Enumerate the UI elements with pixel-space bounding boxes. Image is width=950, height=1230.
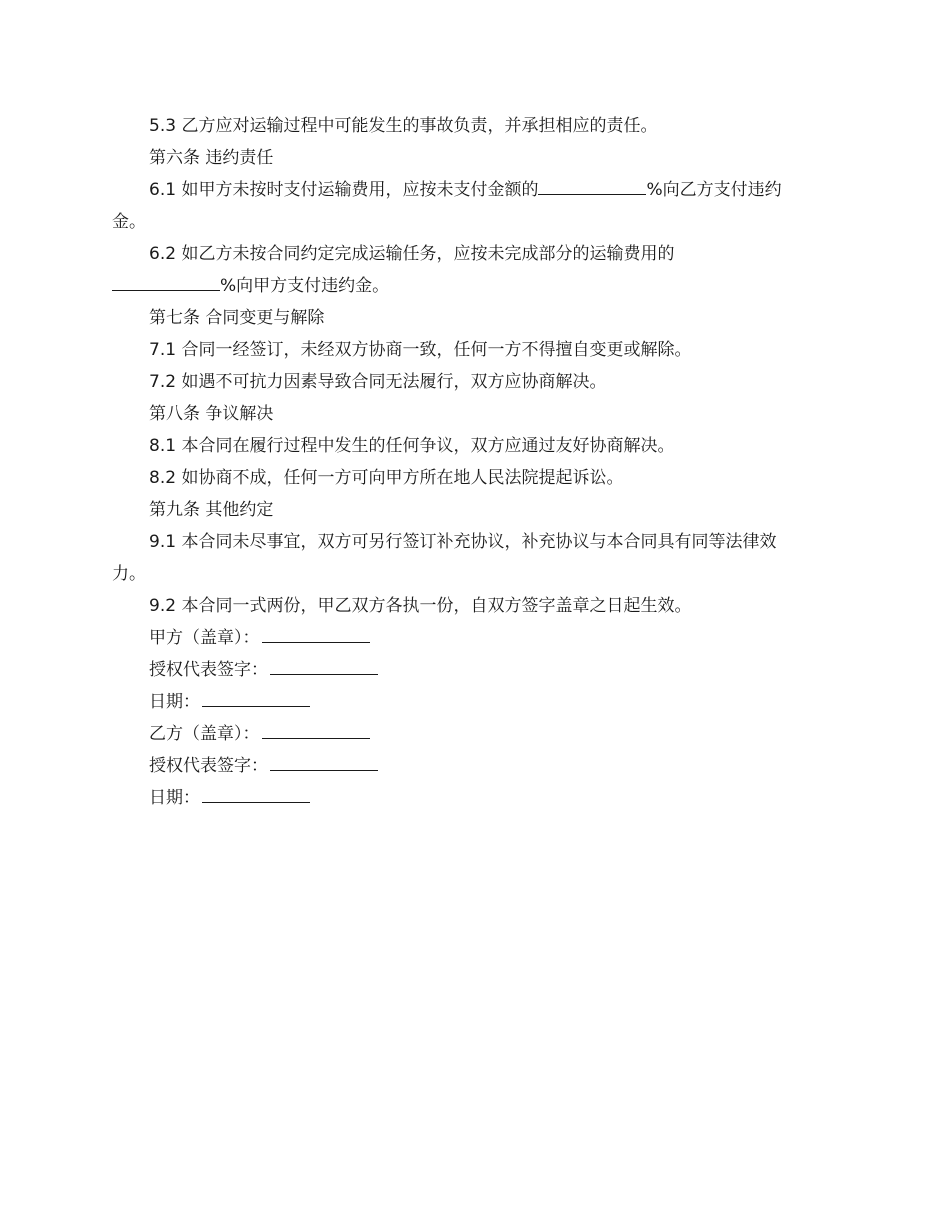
- clause-9-2: 9.2 本合同一式两份，甲乙双方各执一份，自双方签字盖章之日起生效。: [149, 596, 692, 616]
- party-b-seal-row: [112, 718, 840, 750]
- clause-9-1-continued: 力。: [112, 564, 146, 584]
- party-b-date-row: [112, 782, 840, 814]
- article-7-heading: 第七条 合同变更与解除: [149, 308, 325, 328]
- party-b-date-field[interactable]: [202, 782, 310, 803]
- clause-6-1: [112, 174, 840, 206]
- clause-6-2: 6.2 如乙方未按合同约定完成运输任务，应按未完成部分的运输费用的: [149, 244, 675, 264]
- party-b-date-label: 日期：: [149, 788, 200, 808]
- clause-6-1-continued: 金。: [112, 212, 146, 232]
- party-b-rep-label: 授权代表签字：: [149, 756, 268, 776]
- article-8-heading: 第八条 争议解决: [149, 404, 274, 424]
- clause-7-1: 7.1 合同一经签订，未经双方协商一致，任何一方不得擅自变更或解除。: [149, 340, 692, 360]
- clause-5-3: 5.3 乙方应对运输过程中可能发生的事故负责，并承担相应的责任。: [149, 116, 658, 136]
- party-a-rep-label: 授权代表签字：: [149, 660, 268, 680]
- party-b-rep-field[interactable]: [270, 750, 378, 771]
- party-b-seal-label: 乙方（盖章）：: [149, 724, 260, 744]
- penalty-rate-blank-a[interactable]: [538, 174, 646, 195]
- party-b-seal-field[interactable]: [262, 718, 370, 739]
- clause-9-1: 9.1 本合同未尽事宜，双方可另行签订补充协议，补充协议与本合同具有同等法律效: [149, 532, 777, 552]
- clause-8-1: 8.1 本合同在履行过程中发生的任何争议，双方应通过友好协商解决。: [149, 436, 675, 456]
- penalty-rate-blank-b[interactable]: [112, 270, 220, 291]
- clause-7-2: 7.2 如遇不可抗力因素导致合同无法履行，双方应协商解决。: [149, 372, 607, 392]
- party-a-seal-field[interactable]: [262, 622, 370, 643]
- party-b-rep-row: [112, 750, 840, 782]
- party-a-date-row: [112, 686, 840, 718]
- clause-6-1-text-end: %向乙方支付违约: [646, 180, 782, 200]
- contract-body: [112, 110, 840, 814]
- party-a-seal-label: 甲方（盖章）：: [149, 628, 260, 648]
- party-a-seal-row: [112, 622, 840, 654]
- party-a-rep-field[interactable]: [270, 654, 378, 675]
- party-a-date-field[interactable]: [202, 686, 310, 707]
- clause-8-2: 8.2 如协商不成，任何一方可向甲方所在地人民法院提起诉讼。: [149, 468, 624, 488]
- party-a-rep-row: [112, 654, 840, 686]
- article-6-heading: 第六条 违约责任: [149, 148, 274, 168]
- clause-6-2-continued: [112, 270, 840, 302]
- article-9-heading: 第九条 其他约定: [149, 500, 274, 520]
- clause-6-1-text: 6.1 如甲方未按时支付运输费用，应按未支付金额的: [149, 180, 539, 200]
- clause-6-2-text-end: %向甲方支付违约金。: [220, 276, 390, 296]
- party-a-date-label: 日期：: [149, 692, 200, 712]
